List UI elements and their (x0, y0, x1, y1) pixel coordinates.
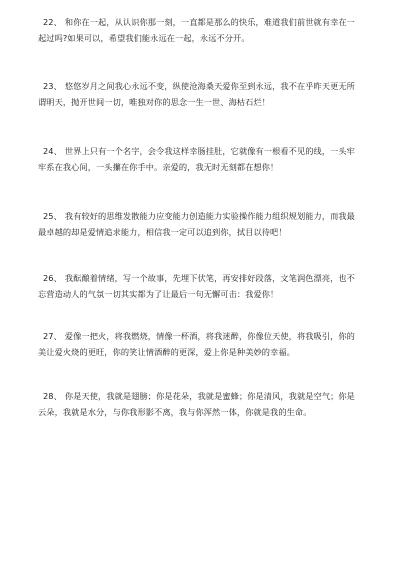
paragraph-26 (38, 270, 362, 302)
paragraph-24 (38, 143, 362, 175)
paragraph-text: 世界上只有一个名字，会令我这样幸肠挂肚，它就像有一根看不见的线，一头牢牢系在我心间，一头攥在你手中。亲爱的，我无时无刻都在想你！ (38, 146, 355, 172)
paragraph-text: 悠悠岁月之间我心永远不变，纵使沧海桑天爱你至到永远，我不在乎昨天更无所谓明天，抛开世间一切，唯独对你的思念一生一世、海枯石烂！ (38, 81, 355, 107)
paragraph-number: 28、 (43, 391, 62, 401)
paragraph-23 (38, 78, 362, 110)
paragraph-number: 27、 (43, 331, 62, 341)
paragraph-number: 26、 (43, 273, 62, 283)
paragraph-text: 我有较好的思维发散能力应变能力创造能力实验操作能力组织规划能力，而我最最卓越的却是爱情追求能力，相信我一定可以追到你，拭目以待吧！ (38, 211, 355, 237)
paragraph-text: 我酝酿着情绪，写一个故事，先埋下伏笔，再安排好段落，文笔润色漂亮，也不忘营造动人的气氛一切其实都为了让最后一句无懈可击：我爱你！ (38, 273, 355, 299)
paragraph-28 (38, 388, 362, 420)
paragraph-text: 爱像一把火，将我燃烧，情像一杯酒，将我迷醉，你像位天使，将我吸引，你的美让爱火烧的更旺，你的笑让情酒醉的更深，爱上你是种美妙的幸福。 (38, 331, 355, 357)
paragraph-text: 你是天使，我就是翅膀；你是花朵，我就是蜜蜂；你是清风，我就是空气；你是云朵，我就是水分，与你我形影不离，我与你浑然一体，你就是我的生命。 (38, 391, 355, 417)
paragraph-text: 和你在一起，从认识你那一刻，一直都是那么的快乐，难道我们前世就有幸在一起过吗?如果可以，希望我们能永远在一起，永远不分开。 (38, 17, 355, 43)
paragraph-number: 22、 (43, 17, 62, 27)
paragraph-number: 24、 (43, 146, 62, 156)
paragraph-25 (38, 208, 362, 240)
paragraph-22 (38, 14, 362, 46)
paragraph-27 (38, 328, 362, 360)
paragraph-number: 23、 (43, 81, 62, 91)
paragraph-number: 25、 (43, 211, 62, 221)
